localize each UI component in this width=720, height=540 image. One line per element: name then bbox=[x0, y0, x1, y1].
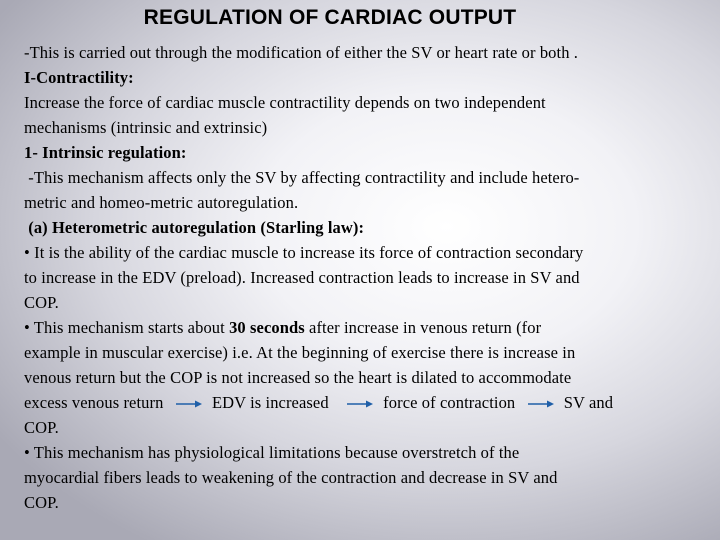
bullet3-text-1: • This mechanism has physiological limitations because overstretch of the bbox=[24, 443, 520, 462]
bullet2-text-1a: • This mechanism starts about bbox=[24, 318, 230, 337]
right-arrow-icon bbox=[176, 399, 202, 409]
bullet2-text-3: venous return but the COP is not increased so the heart is dilated to accommodate bbox=[24, 368, 572, 387]
bullet1-text-2: to increase in the EDV (preload). Increased contraction leads to increase in SV and bbox=[24, 268, 580, 287]
bullet1-text-1: • It is the ability of the cardiac muscle to increase its force of contraction secondary bbox=[24, 243, 584, 262]
right-arrow-icon bbox=[347, 399, 373, 409]
intrinsic-text-1: -This mechanism affects only the SV by affecting contractility and include hetero- bbox=[24, 168, 580, 187]
intrinsic-text-2: metric and homeo-metric autoregulation. bbox=[24, 193, 299, 212]
bullet2-text-2: example in muscular exercise) i.e. At the beginning of exercise there is increase in bbox=[24, 343, 576, 362]
intrinsic-heading: 1- Intrinsic regulation: bbox=[24, 143, 187, 162]
bullet2-text-1b: after increase in venous return (for bbox=[304, 318, 542, 337]
contractility-text-2: mechanisms (intrinsic and extrinsic) bbox=[24, 118, 268, 137]
bullet2-text-5: COP. bbox=[24, 418, 59, 437]
slide-body bbox=[24, 40, 692, 515]
chain-step-2: EDV is increased bbox=[211, 393, 329, 412]
chain-step-1: excess venous return bbox=[24, 393, 164, 412]
slide-title: REGULATION OF CARDIAC OUTPUT bbox=[143, 6, 517, 29]
bullet2-emphasis: 30 seconds bbox=[229, 318, 305, 337]
chain-step-4: SV and bbox=[563, 393, 614, 412]
contractility-heading: I-Contractility: bbox=[24, 68, 134, 87]
bullet3-text-2: myocardial fibers leads to weakening of the contraction and decrease in SV and bbox=[24, 468, 558, 487]
causal-chain bbox=[24, 390, 692, 415]
right-arrow-icon bbox=[528, 399, 554, 409]
chain-step-3: force of contraction bbox=[383, 393, 516, 412]
heterometric-heading: (a) Heterometric autoregulation (Starling law): bbox=[24, 218, 365, 237]
bullet2-text-1 bbox=[24, 315, 692, 340]
bullet3-text-3: COP. bbox=[24, 493, 59, 512]
contractility-text-1: Increase the force of cardiac muscle contractility depends on two independent bbox=[24, 93, 546, 112]
intro-text: -This is carried out through the modification of either the SV or heart rate or both . bbox=[24, 43, 579, 62]
bullet1-text-3: COP. bbox=[24, 293, 59, 312]
